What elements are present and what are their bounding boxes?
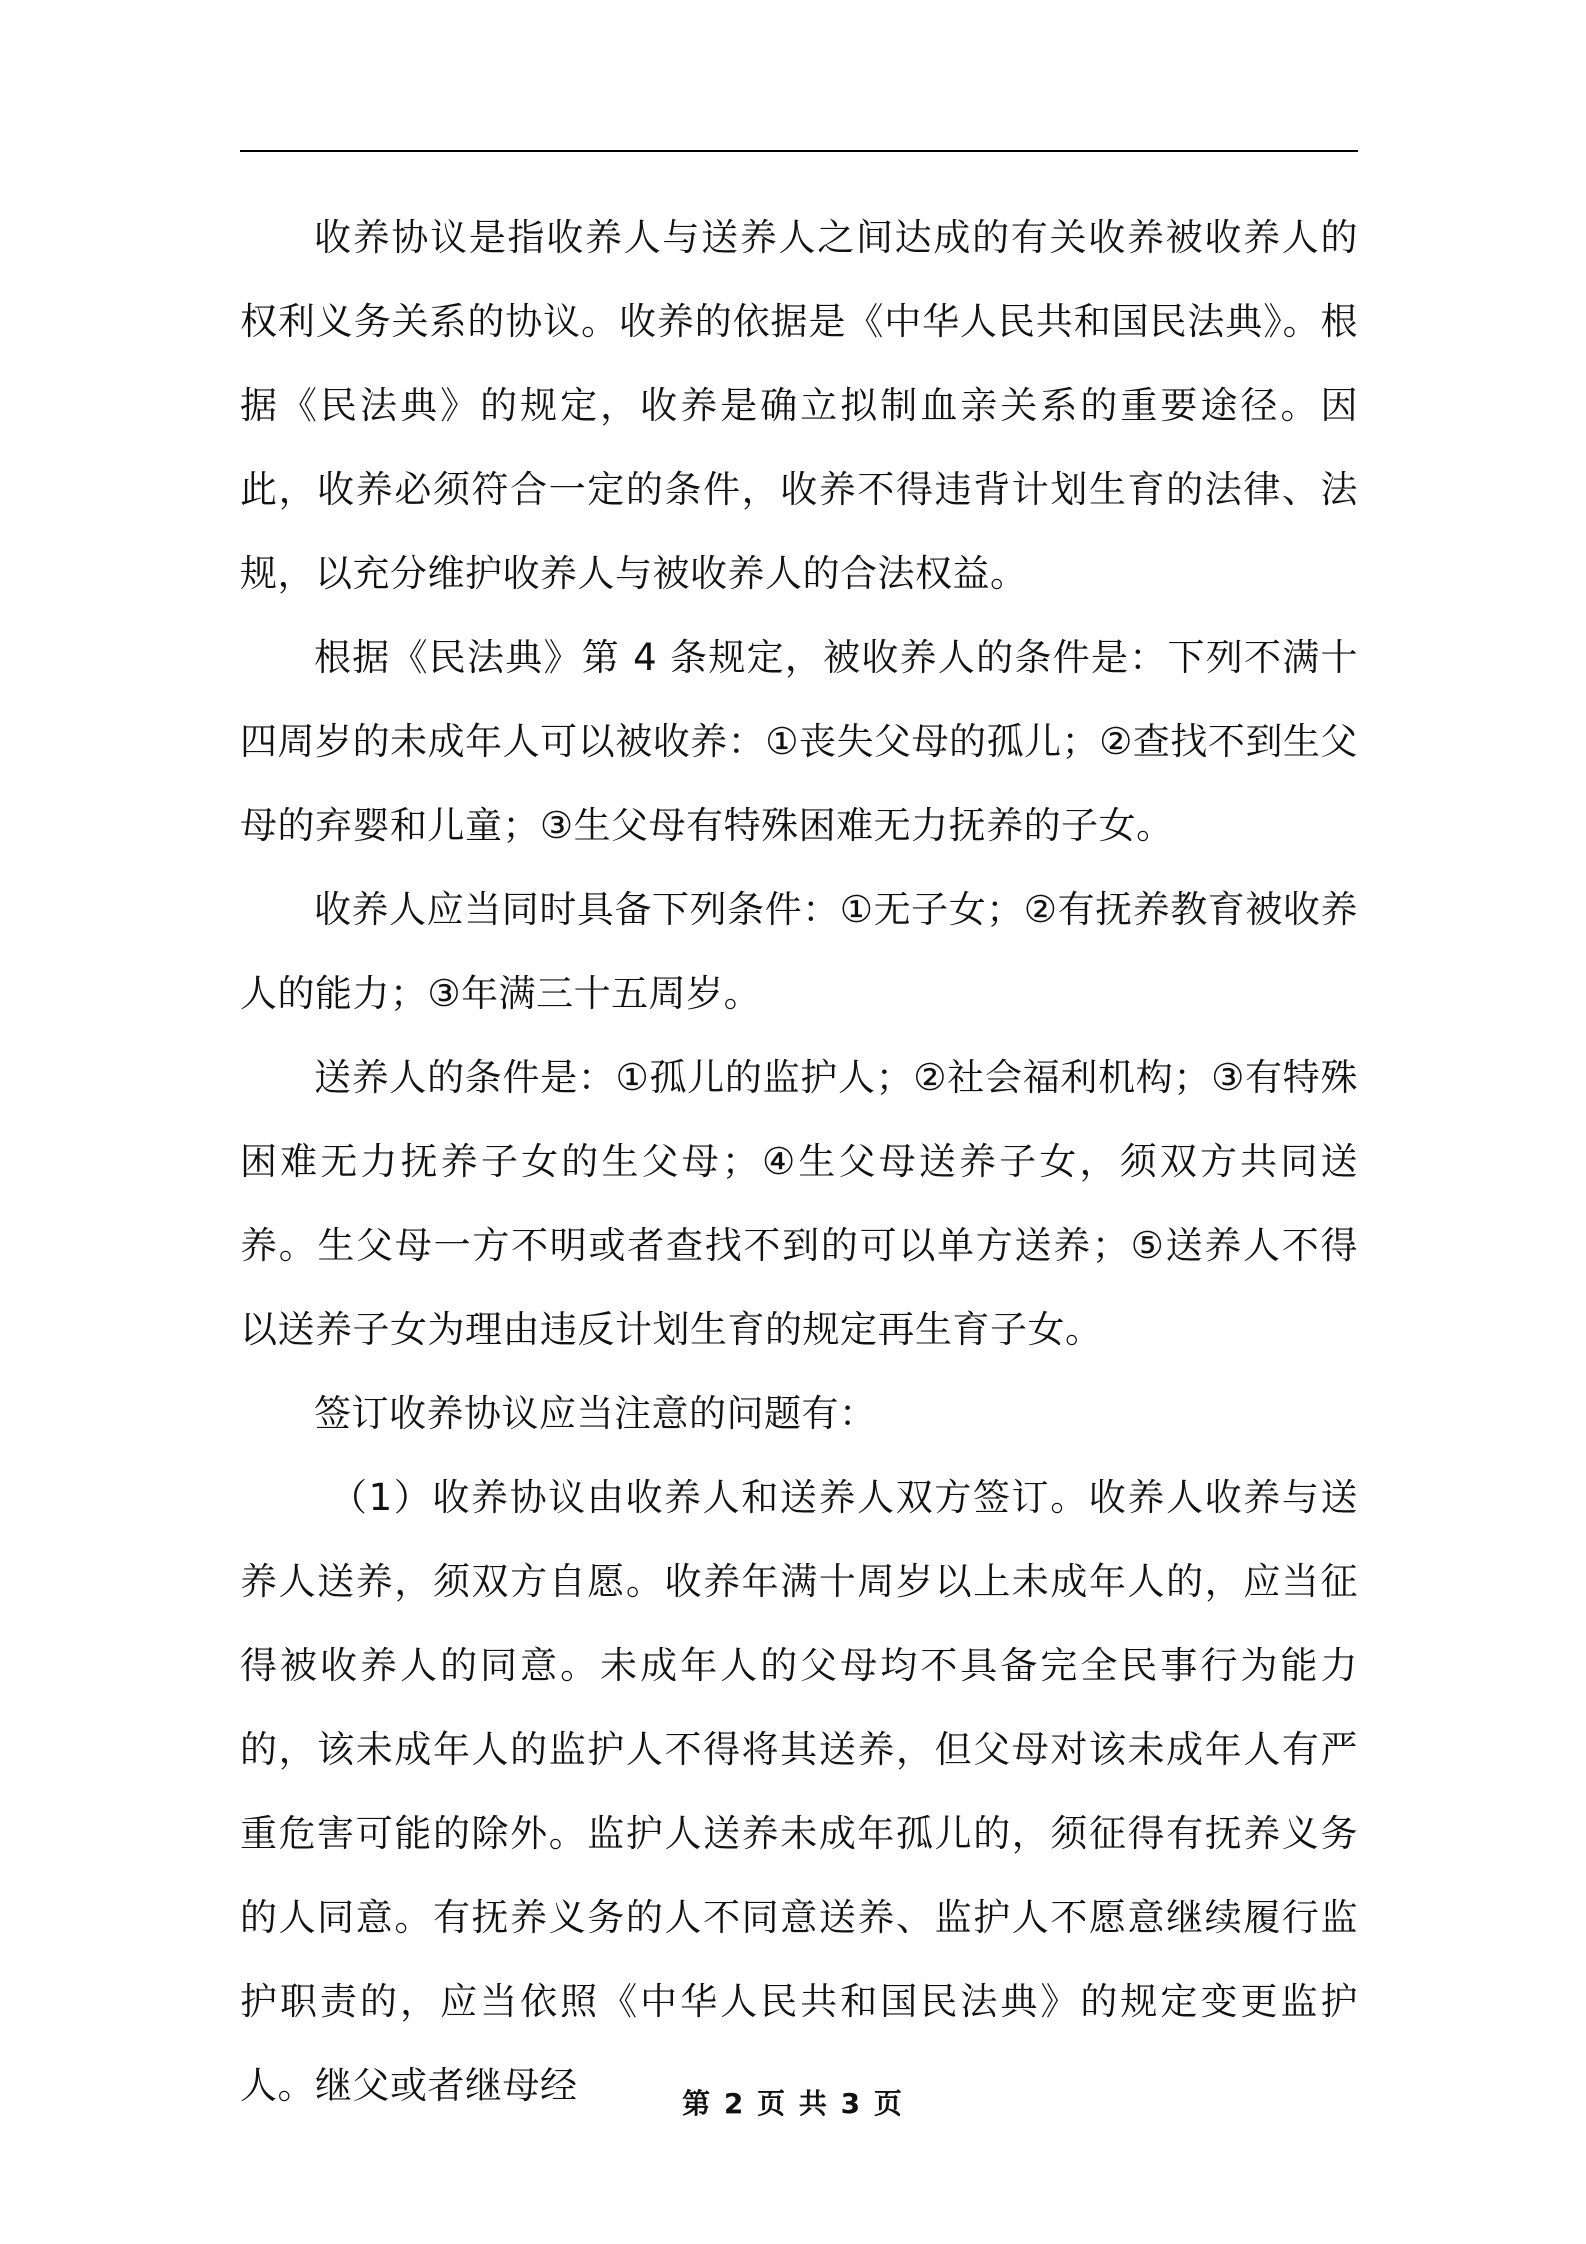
paragraph-adoptee-conditions: 根据《民法典》第 4 条规定，被收养人的条件是：下列不满十四周岁的未成年人可以被收养：①丧失父母的孤儿；②查找不到生父母的弃婴和儿童；③生父母有特殊困难无力抚养的子女。 [240,636,1358,847]
document-body [240,196,1358,2128]
paragraph-adoption-definition: 收养协议是指收养人与送养人之间达成的有关收养被收养人的权利义务关系的协议。收养的依据是《中华人民共和国民法典》。根据《民法典》的规定，收养是确立拟制血亲关系的重要途径。因此，收养必须符合一定的条件，收养不得违背计划生育的法律、法规，以充分维护收养人与被收养人的合法权益。 [240,216,1358,595]
paragraph-placer-conditions: 送养人的条件是：①孤儿的监护人；②社会福利机构；③有特殊困难无力抚养子女的生父母；④生父母送养子女，须双方共同送养。生父母一方不明或者查找不到的可以单方送养；⑤送养人不得以送养子女为理由违反计划生育的规定再生育子女。 [240,1056,1358,1351]
paragraph-signing-issues-heading: 签订收养协议应当注意的问题有： [314,1392,877,1435]
paragraph-adopter-conditions: 收养人应当同时具备下列条件：①无子女；②有抚养教育被收养人的能力；③年满三十五周岁。 [240,888,1358,1015]
page-number-footer: 第 2 页 共 3 页 [682,2087,904,2120]
paragraph-signing-issue-1: （1）收养协议由收养人和送养人双方签订。收养人收养与送养人送养，须双方自愿。收养年满十周岁以上未成年人的，应当征得被收养人的同意。未成年人的父母均不具备完全民事行为能力的，该未成年人的监护人不得将其送养，但父母对该未成年人有严重危害可能的除外。监护人送养未成年孤儿的，须征得有抚养义务的人同意。有抚养义务的人不同意送养、监护人不愿意继续履行监护职责的，应当依照《中华人民共和国民法典》的规定变更监护人。继父或者继母经 [240,1476,1358,2107]
header-rule [240,150,1358,152]
